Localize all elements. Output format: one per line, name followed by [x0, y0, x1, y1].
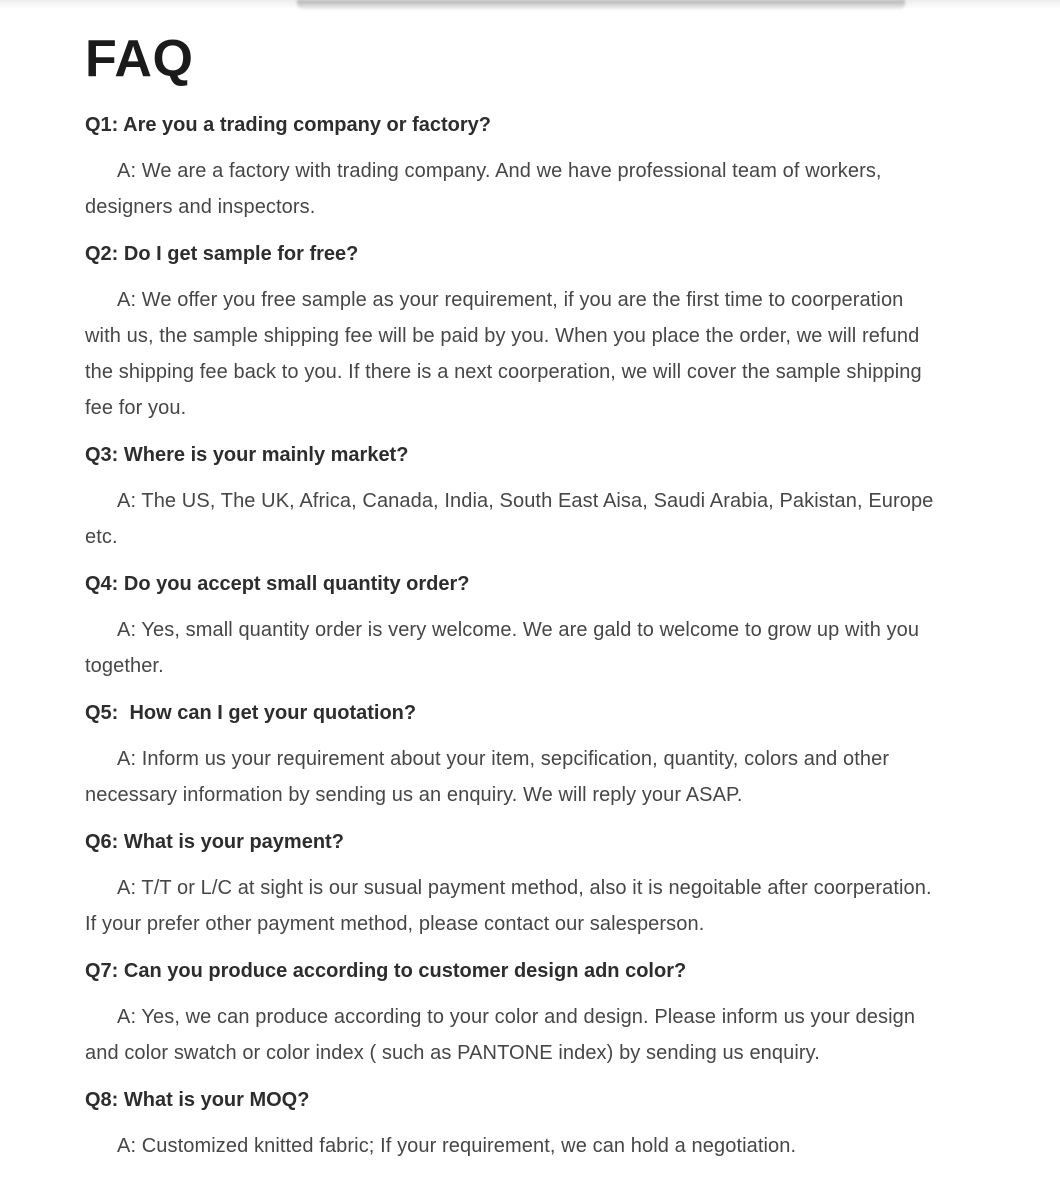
faq-question-7: Q7: Can you produce according to customer design adn color?: [85, 960, 687, 982]
faq-answer-8: A: Customized knitted fabric; If your requirement, we can hold a negotiation.: [117, 1135, 797, 1157]
page-title: FAQ: [85, 30, 194, 88]
faq-item-3: [85, 437, 945, 555]
faq-item-8: [85, 1082, 945, 1164]
faq-question-6: Q6: What is your payment?: [85, 831, 344, 853]
faq-answer-1: A: We are a factory with trading company. And we have professional team of workers, designers and inspectors.: [85, 160, 882, 218]
faq-answer-5: A: Inform us your requirement about your item, sepcification, quantity, colors and other necessary information by sending us an enquiry. We will reply your ASAP.: [85, 748, 890, 806]
faq-item-2: [85, 236, 945, 426]
faq-question-4: Q4: Do you accept small quantity order?: [85, 573, 470, 595]
faq-answer-2: A: We offer you free sample as your requirement, if you are the first time to coorperation with us, the sample shipping fee will be paid by you. When you place the order, we will refund the shipping fee back to you. If there is a next coorperation, we will cover the sample shipping fee for you.: [85, 289, 922, 419]
faq-item-4: [85, 566, 945, 684]
faq-item-7: [85, 953, 945, 1071]
faq-question-8: Q8: What is your MOQ?: [85, 1089, 310, 1111]
faq-question-1: Q1: Are you a trading company or factory?: [85, 114, 492, 136]
faq-item-5: [85, 695, 945, 813]
faq-answer-4: A: Yes, small quantity order is very welcome. We are gald to welcome to grow up with you together.: [85, 619, 920, 677]
page-top-artifact: [297, 0, 905, 10]
faq-item-1: [85, 107, 945, 225]
faq-question-5: Q5: How can I get your quotation?: [85, 702, 417, 724]
faq-question-3: Q3: Where is your mainly market?: [85, 444, 409, 466]
faq-question-2: Q2: Do I get sample for free?: [85, 243, 359, 265]
faq-item-6: [85, 824, 945, 942]
faq-answer-7: A: Yes, we can produce according to your color and design. Please inform us your design and color swatch or color index ( such as PANTONE index) by sending us enquiry.: [85, 1006, 916, 1064]
faq-answer-3: A: The US, The UK, Africa, Canada, India, South East Aisa, Saudi Arabia, Pakistan, Europe etc.: [85, 490, 934, 548]
faq-answer-6: A: T/T or L/C at sight is our susual payment method, also it is negoitable after coorperation. If your prefer other payment method, please contact our salesperson.: [85, 877, 932, 935]
